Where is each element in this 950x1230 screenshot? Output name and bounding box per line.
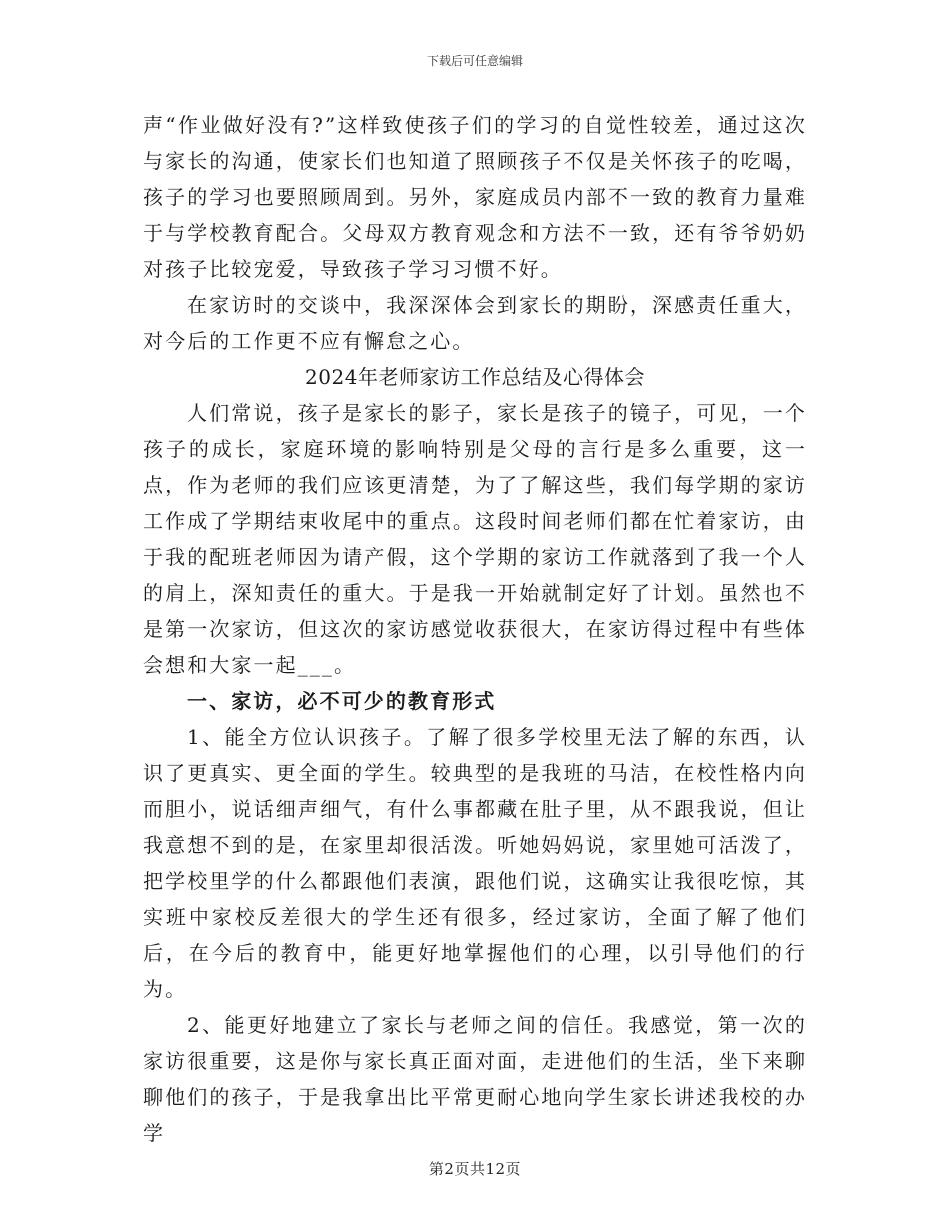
page-number: 第2页共12页 [428,1160,522,1178]
paragraph-continued: 声“作业做好没有?”这样致使孩子们的学习的自觉性较差，通过这次与家长的沟通，使家长们也知道了照顾孩子不仅是关怀孩子的吃喝，孩子的学习也要照顾周到。另外，家庭成员内部不一致的教育力量难于与学校教育配合。父母双方教育观念和方法不一致，还有爷爷奶奶对孩子比较宠爱，导致孩子学习习惯不好。 [143,113,807,281]
section-heading: 一、家访，必不可少的教育形式 [187,689,497,713]
document-body [143,107,807,1151]
document-title: 2024年老师家访工作总结及心得体会 [305,365,645,389]
paragraph-intro: 人们常说，孩子是家长的影子，家长是孩子的镜子，可见，一个孩子的成长，家庭环境的影响特别是父母的言行是多么重要，这一点，作为老师的我们应该更清楚，为了了解这些，我们每学期的家访工作成了学期结束收尾中的重点。这段时间老师们都在忙着家访，由于我的配班老师因为请产假，这个学期的家访工作就落到了我一个人的肩上，深知责任的重大。于是我一开始就制定好了计划。虽然也不是第一次家访，但这次的家访感觉收获很大，在家访得过程中有些体会想和大家一起___。 [143,401,807,677]
paragraph-point-1: 1、能全方位认识孩子。了解了很多学校里无法了解的东西，认识了更真实、更全面的学生。较典型的是我班的马洁，在校性格内向而胆小，说话细声细气，有什么事都藏在肚子里，从不跟我说，但让我意想不到的是，在家里却很活泼。听她妈妈说，家里她可活泼了，把学校里学的什么都跟他们表演，跟他们说，这确实让我很吃惊，其实班中家校反差很大的学生还有很多，经过家访，全面了解了他们后，在今后的教育中，能更好地掌握他们的心理，以引导他们的行为。 [143,725,807,1001]
page-header-note: 下载后可任意编辑 [426,54,523,68]
paragraph-point-2: 2、能更好地建立了家长与老师之间的信任。我感觉，第一次的家访很重要，这是你与家长真正面对面，走进他们的生活，坐下来聊聊他们的孩子，于是我拿出比平常更耐心地向学生家长讲述我校的办学 [143,1013,807,1145]
paragraph-reflection: 在家访时的交谈中，我深深体会到家长的期盼，深感责任重大，对今后的工作更不应有懈怠之心。 [143,293,807,353]
